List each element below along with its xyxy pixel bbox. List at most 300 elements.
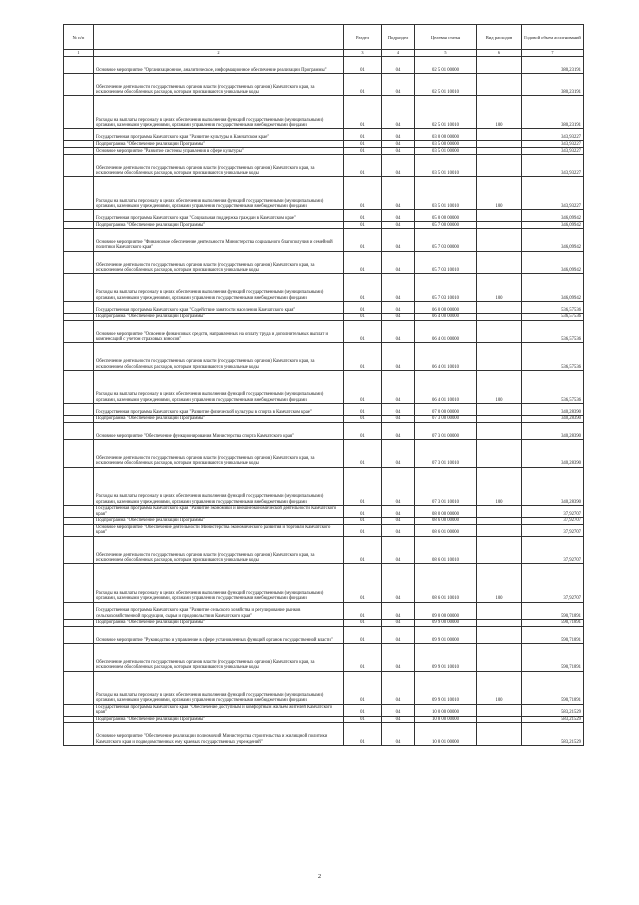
expense-type-cell [477,723,522,746]
table-row [64,320,584,343]
target-item-cell: 10 8 01 00000 [415,723,477,746]
expense-type-cell [477,210,522,222]
subsection-cell: 04 [382,415,415,422]
row-number-cell [64,524,94,536]
target-item-cell: 09 9 01 00000 [415,626,477,643]
row-number-cell [64,536,94,564]
subsection-cell: 04 [382,301,415,313]
expense-name-cell: Основное мероприятие "Финансовое обеспечение деятельности Министерства социального благополучия и семейной политики Камчатского края" [94,229,344,252]
section-cell: 01 [344,129,382,141]
page-number: 2 [317,873,322,880]
row-number-cell [64,415,94,422]
target-item-cell: 07 3 01 10010 [415,467,477,505]
amount-cell: 343,93227 [522,141,584,148]
table-row [64,222,584,229]
amount-cell: 346,09942 [522,229,584,252]
subsection-cell: 04 [382,467,415,505]
table-row [64,619,584,626]
row-number-cell [64,564,94,602]
header-subsection: Подраздел [382,25,415,50]
row-number-cell [64,320,94,343]
amount-cell: 340,28390 [522,467,584,505]
section-cell: 01 [344,274,382,302]
header-annual-amount: Годовой объем ассигнований [522,25,584,50]
header-target-item: Целевая статья [415,25,477,50]
section-cell: 01 [344,602,382,619]
amount-cell: 343,93227 [522,129,584,141]
expense-name-cell: Основное мероприятие "Развитие системы управления в сфере культуры" [94,148,344,155]
row-number-cell [64,177,94,210]
table-body [64,56,584,745]
target-item-cell: 06 4 00 00000 [415,313,477,320]
section-cell: 01 [344,210,382,222]
subsection-cell: 04 [382,505,415,517]
subsection-cell: 04 [382,148,415,155]
expense-name-cell: Основное мероприятие "Освоение финансовых средств, направленных на оплату труда и дополнительных выплат и компенсаций с учетом страховых взносов" [94,320,344,343]
expense-type-cell [477,301,522,313]
row-number-cell [64,96,94,129]
target-item-cell: 06 4 01 10010 [415,370,477,403]
table-row [64,602,584,619]
table-row [64,229,584,252]
row-number-cell [64,210,94,222]
section-cell: 01 [344,154,382,177]
subsection-cell: 04 [382,723,415,746]
table-row [64,177,584,210]
row-number-cell [64,505,94,517]
subsection-cell: 04 [382,73,415,96]
expense-type-cell: 100 [477,177,522,210]
row-number-cell [64,148,94,155]
expense-name-cell: Обеспечение деятельности государственных органов власти (государственных органов) Камчатского края, за исключением обособленных расходов, которым присваиваются уникальные коды [94,343,344,371]
amount-cell: 37,92707 [522,536,584,564]
expense-name-cell: Государственная программа Камчатского края "Развитие сельского хозяйства и регулирование рынков сельскохозяйственной продукции, сырья и продовольствия Камчатского края" [94,602,344,619]
expense-name-cell: Расходы на выплаты персоналу в целях обеспечения выполнения функций государственными (муниципальными) органами, казенными учреждениями, органами управления государственными внебюджетными фондами [94,564,344,602]
subsection-cell: 04 [382,619,415,626]
target-item-cell: 07 3 01 00000 [415,422,477,439]
subsection-cell: 04 [382,716,415,723]
subsection-cell: 04 [382,177,415,210]
expense-name-cell: Обеспечение деятельности государственных органов власти (государственных органов) Камчатского края, за исключением обособленных расходов, которым присваиваются уникальные коды [94,643,344,671]
target-item-cell: 02 5 01 10010 [415,73,477,96]
header-row-number: № п/п [64,25,94,50]
target-item-cell: 03 5 01 10010 [415,177,477,210]
row-number-cell [64,403,94,415]
target-item-cell: 08 6 01 10010 [415,564,477,602]
row-number-cell [64,671,94,704]
row-number-cell [64,723,94,746]
row-number-cell [64,716,94,723]
target-item-cell: 05 7 03 00000 [415,229,477,252]
expense-type-cell [477,343,522,371]
amount-cell: 343,93227 [522,148,584,155]
target-item-cell: 09 0 00 00000 [415,602,477,619]
expense-name-cell: Основное мероприятие "Обеспечение реализации полномочий Министерства строительства и жилищной политики Камчатского края и подведомственных ему краевых государственных учреждений" [94,723,344,746]
amount-cell: 37,92707 [522,505,584,517]
target-item-cell: 07 0 00 00000 [415,403,477,415]
table-row [64,671,584,704]
amount-cell: 343,93227 [522,177,584,210]
amount-cell: 340,28390 [522,422,584,439]
expense-name-cell: Подпрограмма "Обеспечение реализации Программы" [94,141,344,148]
row-number-cell [64,704,94,716]
amount-cell: 37,92707 [522,517,584,524]
section-cell: 01 [344,505,382,517]
section-cell: 01 [344,301,382,313]
expense-type-cell [477,129,522,141]
row-number-cell [64,313,94,320]
expense-name-cell: Расходы на выплаты персоналу в целях обеспечения выполнения функций государственными (муниципальными) органами, казенными учреждениями, органами управления государственными внебюджетными фондами [94,370,344,403]
amount-cell: 340,28390 [522,415,584,422]
subsection-cell: 04 [382,564,415,602]
expense-name-cell: Государственная программа Камчатского края "Развитие экономики и внешнеэкономической деятельности Камчатского края" [94,505,344,517]
column-number: 5 [415,50,477,57]
target-item-cell: 03 0 00 00000 [415,129,477,141]
row-number-cell [64,517,94,524]
amount-cell: 380,23191 [522,73,584,96]
amount-cell: 536,57536 [522,343,584,371]
expense-type-cell [477,422,522,439]
expense-type-cell: 100 [477,564,522,602]
subsection-cell: 04 [382,154,415,177]
expense-name-cell: Обеспечение деятельности государственных органов власти (государственных органов) Камчатского края, за исключением обособленных расходов, которым присваиваются уникальные коды [94,251,344,274]
amount-cell: 346,09942 [522,222,584,229]
expense-type-cell [477,704,522,716]
expense-name-cell: Государственная программа Камчатского края "Обеспечение доступным и комфортным жильем жителей Камчатского края" [94,704,344,716]
table-row [64,505,584,517]
table-row [64,141,584,148]
expense-type-cell [477,313,522,320]
amount-cell: 590,71891 [522,619,584,626]
expense-type-cell [477,56,522,73]
subsection-cell: 04 [382,229,415,252]
row-number-cell [64,154,94,177]
target-item-cell: 08 6 00 00000 [415,517,477,524]
table-row [64,517,584,524]
expense-type-cell [477,716,522,723]
expense-name-cell: Государственная программа Камчатского края "Содействие занятости населения Камчатского края" [94,301,344,313]
subsection-cell: 04 [382,343,415,371]
target-item-cell: 02 5 01 00000 [415,56,477,73]
target-item-cell: 05 7 03 10010 [415,274,477,302]
target-item-cell: 06 4 01 00000 [415,320,477,343]
expense-type-cell [477,439,522,467]
section-cell: 01 [344,56,382,73]
expense-name-cell: Подпрограмма "Обеспечение реализации Программы" [94,716,344,723]
section-cell: 01 [344,222,382,229]
target-item-cell: 05 7 00 00000 [415,222,477,229]
table-row [64,536,584,564]
table-row [64,524,584,536]
section-cell: 01 [344,313,382,320]
target-item-cell: 08 0 00 00000 [415,505,477,517]
amount-cell: 340,28390 [522,403,584,415]
expense-type-cell [477,251,522,274]
column-number: 4 [382,50,415,57]
amount-cell: 346,09942 [522,251,584,274]
subsection-cell: 04 [382,517,415,524]
expense-name-cell: Расходы на выплаты персоналу в целях обеспечения выполнения функций государственными (муниципальными) органами, казенными учреждениями, органами управления государственными внебюджетными фондами [94,96,344,129]
section-cell: 01 [344,671,382,704]
table-row [64,313,584,320]
expense-name-cell: Обеспечение деятельности государственных органов власти (государственных органов) Камчатского края, за исключением обособленных расходов, которым присваиваются уникальные коды [94,154,344,177]
table-row [64,415,584,422]
row-number-cell [64,251,94,274]
subsection-cell: 04 [382,524,415,536]
budget-allocation-table [63,24,584,746]
section-cell: 01 [344,370,382,403]
target-item-cell: 08 6 01 10010 [415,536,477,564]
row-number-cell [64,73,94,96]
expense-type-cell [477,602,522,619]
expense-type-cell [477,619,522,626]
subsection-cell: 04 [382,251,415,274]
target-item-cell: 05 0 00 00000 [415,210,477,222]
header-name [94,25,344,50]
amount-cell: 340,28390 [522,439,584,467]
table-row [64,704,584,716]
section-cell: 01 [344,320,382,343]
expense-name-cell: Основное мероприятие "Руководство и управление в сфере установленных функций органов государственной власти" [94,626,344,643]
target-item-cell: 09 9 01 10010 [415,643,477,671]
amount-cell: 583,21529 [522,723,584,746]
table-row [64,716,584,723]
table-row [64,723,584,746]
expense-type-cell [477,517,522,524]
target-item-cell: 09 9 01 10010 [415,671,477,704]
expense-name-cell: Государственная программа Камчатского края "Развитие культуры в Камчатском крае" [94,129,344,141]
amount-cell: 536,57536 [522,301,584,313]
section-cell: 01 [344,619,382,626]
table-row [64,154,584,177]
table-row [64,301,584,313]
table-row [64,439,584,467]
section-cell: 01 [344,177,382,210]
target-item-cell: 07 3 00 00000 [415,415,477,422]
target-item-cell: 10 0 00 00000 [415,704,477,716]
amount-cell: 346,09942 [522,274,584,302]
expense-type-cell: 100 [477,671,522,704]
amount-cell: 37,92707 [522,564,584,602]
subsection-cell: 04 [382,370,415,403]
expense-type-cell [477,626,522,643]
column-number: 3 [344,50,382,57]
subsection-cell: 04 [382,671,415,704]
row-number-cell [64,274,94,302]
target-item-cell: 10 8 00 00000 [415,716,477,723]
expense-type-cell [477,320,522,343]
table-row [64,626,584,643]
expense-name-cell: Расходы на выплаты персоналу в целях обеспечения выполнения функций государственными (муниципальными) органами, казенными учреждениями, органами управления государственными внебюджетными фондами [94,671,344,704]
section-cell: 01 [344,517,382,524]
section-cell: 01 [344,716,382,723]
expense-name-cell: Расходы на выплаты персоналу в целях обеспечения выполнения функций государственными (муниципальными) органами, казенными учреждениями, органами управления государственными внебюджетными фондами [94,467,344,505]
table-row [64,343,584,371]
expense-name-cell: Обеспечение деятельности государственных органов власти (государственных органов) Камчатского края, за исключением обособленных расходов, которым присваиваются уникальные коды [94,536,344,564]
subsection-cell: 04 [382,222,415,229]
expense-type-cell [477,222,522,229]
section-cell: 01 [344,73,382,96]
row-number-cell [64,301,94,313]
target-item-cell: 09 9 00 00000 [415,619,477,626]
row-number-cell [64,129,94,141]
amount-cell: 590,71891 [522,626,584,643]
section-cell: 01 [344,467,382,505]
target-item-cell: 03 5 01 00000 [415,148,477,155]
row-number-cell [64,222,94,229]
section-cell: 01 [344,229,382,252]
subsection-cell: 04 [382,439,415,467]
target-item-cell: 06 0 00 00000 [415,301,477,313]
row-number-cell [64,229,94,252]
row-number-cell [64,422,94,439]
amount-cell: 536,57536 [522,320,584,343]
table-header-row [64,25,584,50]
section-cell: 01 [344,564,382,602]
amount-cell: 380,23191 [522,56,584,73]
expense-type-cell: 100 [477,96,522,129]
table-row [64,403,584,415]
table-row [64,370,584,403]
row-number-cell [64,626,94,643]
table-row [64,251,584,274]
target-item-cell: 05 7 03 10010 [415,251,477,274]
row-number-cell [64,602,94,619]
subsection-cell: 04 [382,141,415,148]
expense-type-cell [477,73,522,96]
subsection-cell: 04 [382,274,415,302]
table-row [64,210,584,222]
row-number-cell [64,343,94,371]
expense-name-cell: Подпрограмма "Обеспечение реализации Программы" [94,313,344,320]
expense-name-cell: Подпрограмма "Обеспечение реализации Программы" [94,415,344,422]
row-number-cell [64,141,94,148]
section-cell: 01 [344,403,382,415]
section-cell: 01 [344,422,382,439]
subsection-cell: 04 [382,56,415,73]
table-row [64,422,584,439]
table-row [64,148,584,155]
subsection-cell: 04 [382,313,415,320]
target-item-cell: 03 5 00 00000 [415,141,477,148]
expense-type-cell [477,505,522,517]
subsection-cell: 04 [382,422,415,439]
amount-cell: 590,71891 [522,602,584,619]
row-number-cell [64,643,94,671]
target-item-cell: 06 4 01 10010 [415,343,477,371]
expense-name-cell: Обеспечение деятельности государственных органов власти (государственных органов) Камчатского края, за исключением обособленных расходов, которым присваиваются уникальные коды [94,73,344,96]
expense-name-cell: Расходы на выплаты персоналу в целях обеспечения выполнения функций государственными (муниципальными) органами, казенными учреждениями, органами управления государственными внебюджетными фондами [94,177,344,210]
subsection-cell: 04 [382,536,415,564]
target-item-cell: 08 6 01 00000 [415,524,477,536]
target-item-cell: 02 5 01 10010 [415,96,477,129]
row-number-cell [64,439,94,467]
expense-name-cell: Расходы на выплаты персоналу в целях обеспечения выполнения функций государственными (муниципальными) органами, казенными учреждениями, органами управления государственными внебюджетными фондами [94,274,344,302]
amount-cell: 343,93227 [522,154,584,177]
row-number-cell [64,619,94,626]
table-row [64,129,584,141]
amount-cell: 583,21529 [522,716,584,723]
header-expense-type: Вид расходов [477,25,522,50]
column-number: 1 [64,50,94,57]
expense-name-cell: Государственная программа Камчатского края "Социальная поддержка граждан в Камчатском крае" [94,210,344,222]
table-row [64,56,584,73]
amount-cell: 380,23191 [522,96,584,129]
expense-type-cell [477,403,522,415]
section-cell: 01 [344,96,382,129]
section-cell: 01 [344,141,382,148]
section-cell: 01 [344,626,382,643]
section-cell: 01 [344,723,382,746]
subsection-cell: 04 [382,403,415,415]
subsection-cell: 04 [382,602,415,619]
table-row [64,73,584,96]
target-item-cell: 03 5 01 10010 [415,154,477,177]
column-number: 2 [94,50,344,57]
target-item-cell: 07 3 01 10010 [415,439,477,467]
expense-name-cell: Основное мероприятие "Обеспечение деятельности Министерства экономического развития и торговли Камчатского края" [94,524,344,536]
amount-cell: 590,71891 [522,671,584,704]
section-cell: 01 [344,524,382,536]
amount-cell: 583,21529 [522,704,584,716]
expense-type-cell: 100 [477,274,522,302]
amount-cell: 536,57536 [522,313,584,320]
expense-type-cell [477,536,522,564]
section-cell: 01 [344,643,382,671]
expense-type-cell [477,415,522,422]
section-cell: 01 [344,148,382,155]
expense-type-cell [477,643,522,671]
expense-type-cell [477,141,522,148]
expense-type-cell: 100 [477,370,522,403]
row-number-cell [64,56,94,73]
subsection-cell: 04 [382,320,415,343]
section-cell: 01 [344,343,382,371]
subsection-cell: 04 [382,210,415,222]
table-row [64,274,584,302]
expense-type-cell [477,148,522,155]
expense-type-cell [477,229,522,252]
subsection-cell: 04 [382,643,415,671]
subsection-cell: 04 [382,626,415,643]
table-row [64,564,584,602]
row-number-cell [64,467,94,505]
amount-cell: 590,71891 [522,643,584,671]
table-row [64,643,584,671]
expense-type-cell: 100 [477,467,522,505]
section-cell: 01 [344,704,382,716]
section-cell: 01 [344,251,382,274]
amount-cell: 536,57536 [522,370,584,403]
subsection-cell: 04 [382,96,415,129]
column-number: 6 [477,50,522,57]
amount-cell: 346,09942 [522,210,584,222]
column-number: 7 [522,50,584,57]
amount-cell: 37,92707 [522,524,584,536]
expense-name-cell: Подпрограмма "Обеспечение реализации Программы" [94,619,344,626]
section-cell: 01 [344,536,382,564]
header-section: Раздел [344,25,382,50]
expense-name-cell: Подпрограмма "Обеспечение реализации Программы" [94,222,344,229]
table-row [64,96,584,129]
table-row [64,467,584,505]
expense-type-cell [477,154,522,177]
subsection-cell: 04 [382,704,415,716]
section-cell: 01 [344,415,382,422]
expense-name-cell: Основное мероприятие "Обеспечение функционирования Министерства спорта Камчатского края" [94,422,344,439]
expense-name-cell: Государственная программа Камчатского края "Развитие физической культуры в спорта в Камчатском крае" [94,403,344,415]
expense-name-cell: Обеспечение деятельности государственных органов власти (государственных органов) Камчатского края, за исключением обособленных расходов, которым присваиваются уникальные коды [94,439,344,467]
